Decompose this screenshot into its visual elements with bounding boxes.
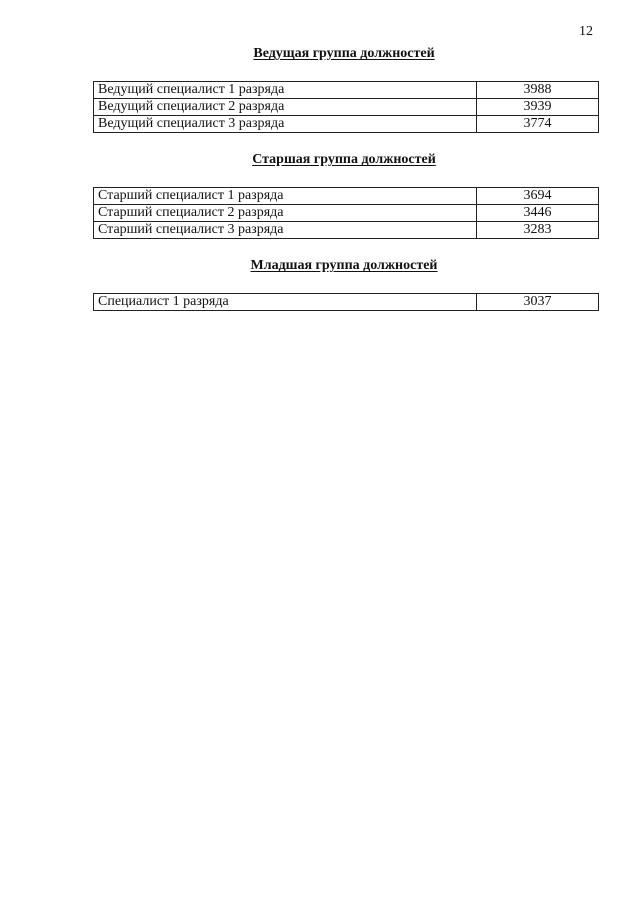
section-heading-junior: Младшая группа должностей [250, 258, 438, 273]
salary-value: 3694 [477, 188, 599, 205]
position-name: Ведущий специалист 2 разряда [94, 99, 477, 116]
salary-value: 3037 [477, 294, 599, 311]
position-name: Старший специалист 2 разряда [94, 205, 477, 222]
section-heading-leading: Ведущая группа должностей [253, 46, 435, 61]
table-row [94, 188, 599, 205]
table-row [94, 82, 599, 99]
salary-value: 3446 [477, 205, 599, 222]
section-heading-senior: Старшая группа должностей [252, 152, 436, 167]
grade-table-leading [93, 81, 599, 133]
page-number: 12 [579, 24, 593, 39]
salary-value: 3283 [477, 222, 599, 239]
salary-value: 3774 [477, 116, 599, 133]
table-row [94, 116, 599, 133]
table-row [94, 294, 599, 311]
table-row [94, 205, 599, 222]
salary-value: 3988 [477, 82, 599, 99]
grade-table-senior [93, 187, 599, 239]
position-name: Ведущий специалист 1 разряда [94, 82, 477, 99]
position-name: Ведущий специалист 3 разряда [94, 116, 477, 133]
grade-table-junior [93, 293, 599, 311]
table-row [94, 222, 599, 239]
position-name: Специалист 1 разряда [94, 294, 477, 311]
salary-value: 3939 [477, 99, 599, 116]
table-row [94, 99, 599, 116]
position-name: Старший специалист 3 разряда [94, 222, 477, 239]
position-name: Старший специалист 1 разряда [94, 188, 477, 205]
